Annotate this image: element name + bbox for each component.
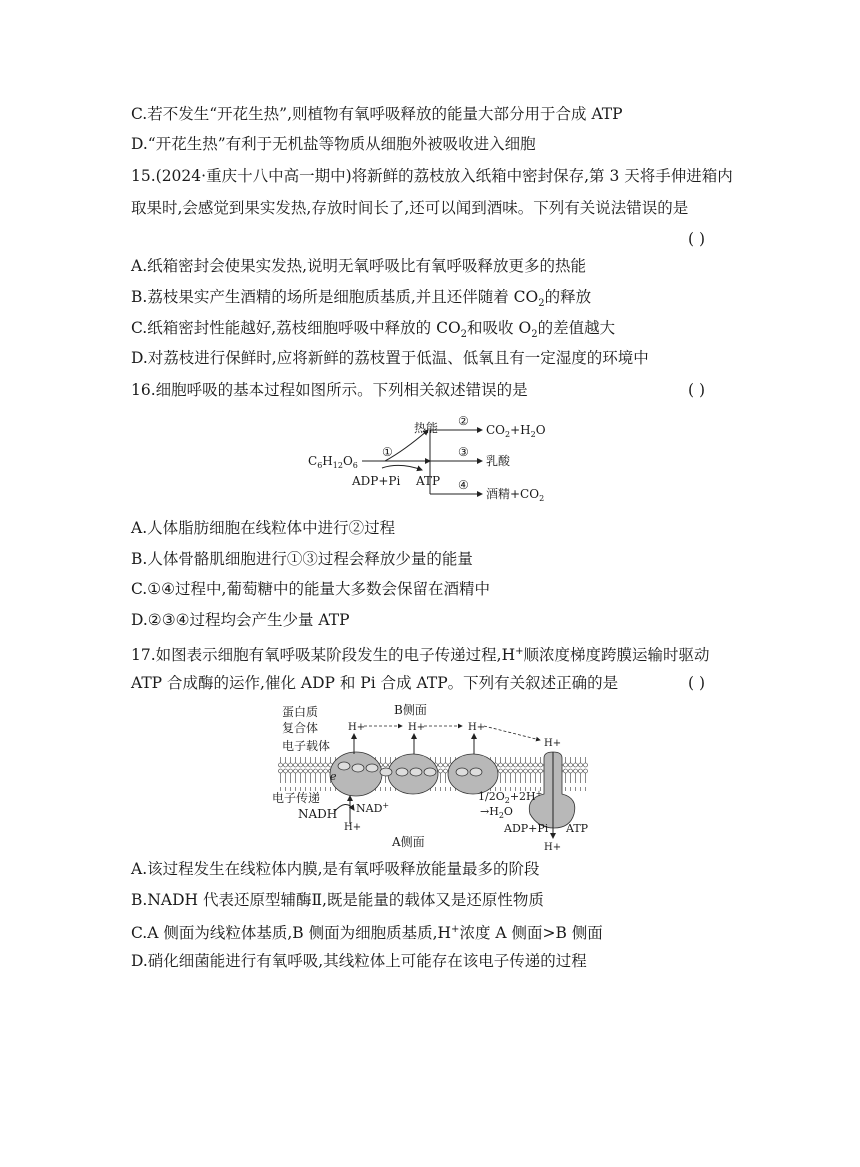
q16-option-b: B.人体骨骼肌细胞进行①③过程会释放少量的能量: [131, 550, 473, 568]
step-2-label: ②: [458, 414, 469, 428]
step-1-label: ①: [382, 445, 393, 459]
q17-option-d: D.硝化细菌能进行有氧呼吸,其线粒体上可能存在该电子传递的过程: [131, 952, 587, 970]
glucose-label: $C_6H_{12}O_6$: [308, 454, 358, 470]
carrier-label: 电子载体: [282, 739, 331, 753]
electron-label: e: [330, 770, 337, 783]
q17-stem-line-1: 17.如图表示细胞有氧呼吸某阶段发生的电子传递过程,H+顺浓度梯度跨膜运输时驱动: [131, 646, 710, 665]
q17-option-c: C.A 侧面为线粒体基质,B 侧面为细胞质基质,H+浓度 A 侧面>B 侧面: [131, 924, 603, 943]
h-diffuse-arrow-3: [484, 726, 540, 740]
q17-option-b: B.NADH 代表还原型辅酶Ⅱ,既是能量的载体又是还原性物质: [131, 891, 544, 909]
product-2-label: $CO_2+H_2O$: [486, 423, 546, 439]
atp-synthesis-arrow: [382, 465, 422, 470]
q17-answer-blank: ( ): [688, 674, 706, 692]
a-side-label: A侧面: [392, 835, 425, 849]
water-label: $\to H_2O$: [480, 805, 513, 820]
heat-label: 热能: [414, 421, 439, 435]
q16-option-c: C.①④过程中,葡萄糖中的能量大多数会保留在酒精中: [131, 580, 490, 598]
h-ion-label-5: H+: [344, 822, 362, 833]
adp-label: ADP+Pi: [352, 474, 401, 488]
product-4-label: 酒精$+CO_2$: [486, 487, 545, 503]
adp-pi-label: ADP+Pi: [504, 822, 549, 835]
q15-option-a: A.纸箱密封会使果实发热,说明无氧呼吸比有氧呼吸释放更多的热能: [131, 257, 587, 275]
protein-complex-label-2: 复合体: [282, 721, 319, 735]
q15-option-c: C.纸箱密封性能越好,荔枝细胞呼吸中释放的 $CO_2$和吸收 $O_2$的差值越大: [131, 319, 616, 341]
h-ion-label-4: H+: [544, 738, 562, 749]
step-4-label: ④: [458, 478, 469, 492]
h-ion-label-6: H+: [544, 842, 562, 852]
b-side-label: B侧面: [394, 703, 427, 717]
q16-stem: 16.细胞呼吸的基本过程如图所示。下列相关叙述错误的是: [131, 381, 528, 399]
q17-option-a: A.该过程发生在线粒体内膜,是有氧呼吸释放能量最多的阶段: [131, 860, 540, 878]
q14-option-d: D.“开花生热”有利于无机盐等物质从细胞外被吸收进入细胞: [131, 135, 536, 153]
electron-transport-diagram: [268, 700, 598, 852]
protein-complex-label-1: 蛋白质: [282, 705, 319, 719]
transfer-label: 电子传递: [272, 791, 321, 805]
product-3-label: 乳酸: [486, 454, 511, 468]
step-3-label: ③: [458, 445, 469, 459]
protein-complex-1: [330, 752, 382, 796]
q16-option-d: D.②③④过程均会产生少量 ATP: [131, 611, 350, 629]
nad-label: NAD+: [356, 801, 390, 815]
respiration-pathway-diagram: [300, 410, 570, 506]
q15-option-d: D.对荔枝进行保鲜时,应将新鲜的荔枝置于低温、低氧且有一定湿度的环境中: [131, 349, 649, 367]
nadh-label: NADH: [298, 807, 338, 821]
atp-label: ATP: [416, 474, 441, 488]
q15-stem-line-2: 取果时,会感觉到果实发热,存放时间长了,还可以闻到酒味。下列有关说法错误的是: [131, 199, 689, 217]
q16-answer-blank: ( ): [688, 381, 706, 399]
q15-answer-blank: ( ): [688, 230, 706, 248]
q15-option-b: B.荔枝果实产生酒精的场所是细胞质基质,并且还伴随着 $CO_2$的释放: [131, 288, 592, 310]
oxygen-label: $1/2O_2+2H^+$: [478, 789, 543, 805]
h-ion-label-3: H+: [468, 722, 486, 733]
q16-option-a: A.人体脂肪细胞在线粒体中进行②过程: [131, 519, 396, 537]
q14-option-c: C.若不发生“开花生热”,则植物有氧呼吸释放的能量大部分用于合成 ATP: [131, 105, 623, 123]
h-ion-label-2: H+: [408, 722, 426, 733]
q17-stem-line-2: ATP 合成酶的运作,催化 ADP 和 Pi 合成 ATP。下列有关叙述正确的是: [131, 674, 619, 692]
q15-stem-line-1: 15.(2024·重庆十八中高一期中)将新鲜的荔枝放入纸箱中密封保存,第 3 天将手伸进箱内: [131, 167, 733, 185]
h-ion-label-1: H+: [348, 722, 366, 733]
atp-label-2: ATP: [566, 822, 589, 835]
